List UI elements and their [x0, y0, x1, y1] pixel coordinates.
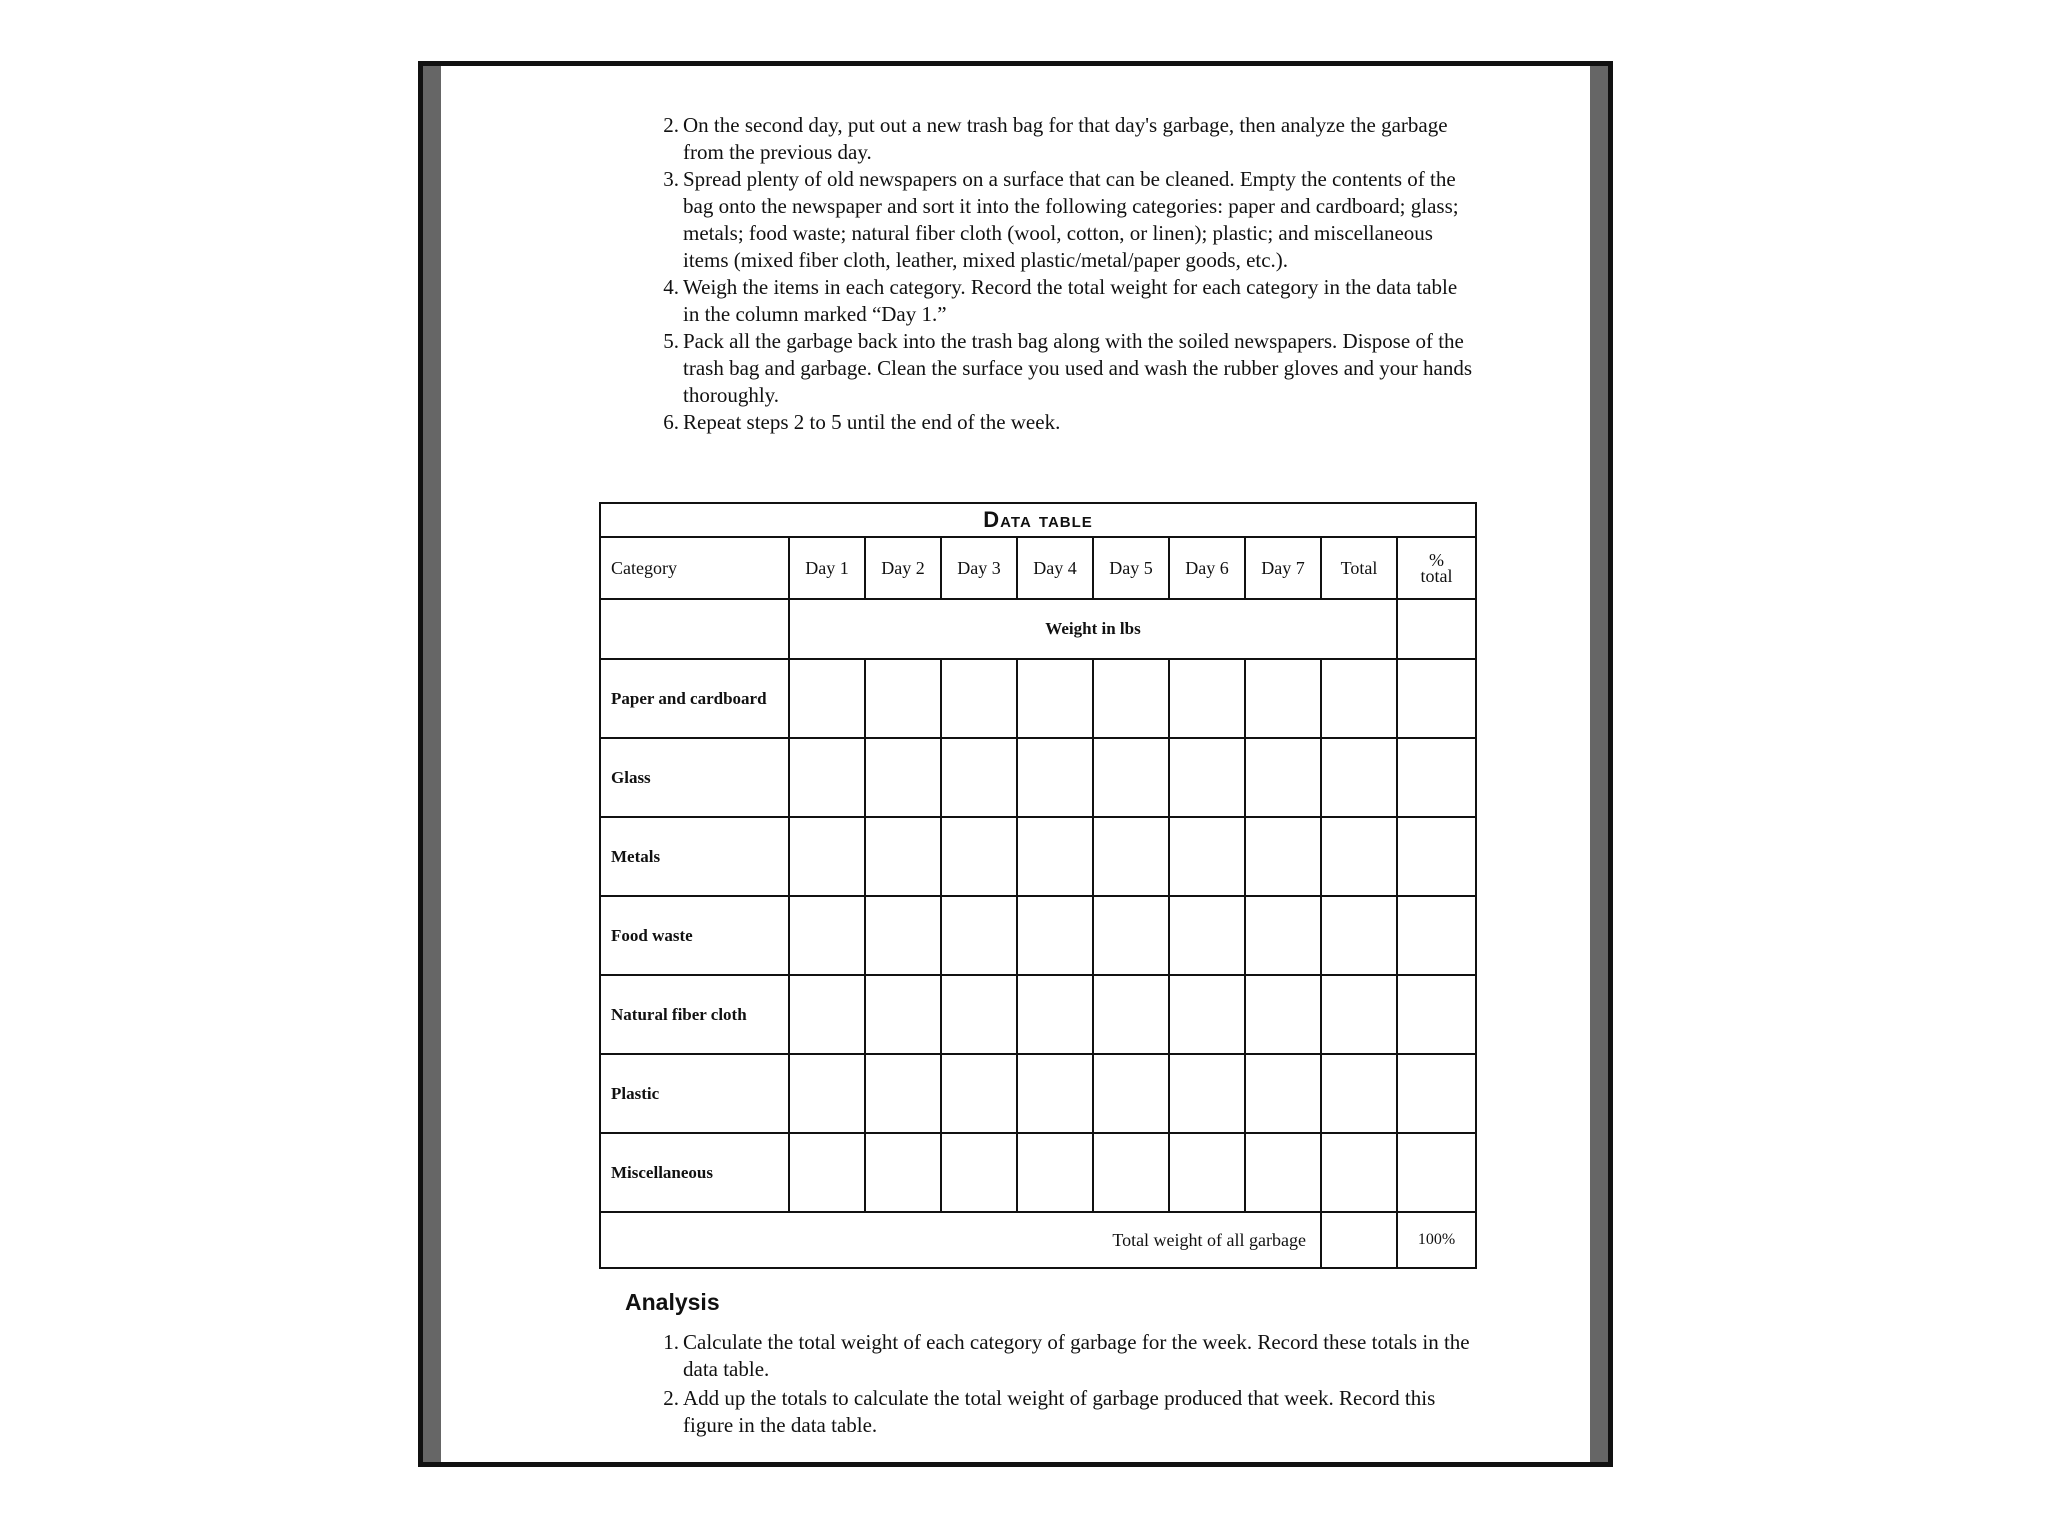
- step-item: 5. Pack all the garbage back into the trash bag along with the soiled newspapers. Dispose of the trash bag and garbage. Clean the surface you used and wash the rubber gloves and your hands thoroughly.: [663, 329, 1472, 407]
- table-row: [600, 738, 1476, 817]
- header-day-6: Day 6: [1169, 537, 1245, 599]
- data-table: [599, 502, 1477, 1269]
- data-cell[interactable]: [1169, 896, 1245, 975]
- step-item: 2. On the second day, put out a new trash bag for that day's garbage, then analyze the garbage from the previous day.: [663, 113, 1448, 164]
- data-cell[interactable]: [789, 975, 865, 1054]
- data-cell[interactable]: [1093, 817, 1169, 896]
- step-item: 4. Weigh the items in each category. Record the total weight for each category in the data table in the column marked “Day 1.”: [663, 275, 1458, 326]
- category-glass: Glass: [600, 738, 789, 817]
- data-cell[interactable]: [1321, 1054, 1397, 1133]
- table-row: [600, 817, 1476, 896]
- weight-units-label: Weight in lbs: [789, 599, 1397, 659]
- data-cell[interactable]: [865, 1054, 941, 1133]
- page-right-border: [1590, 66, 1608, 1462]
- analysis-steps: [653, 1329, 1473, 1441]
- data-cell[interactable]: [1245, 817, 1321, 896]
- data-cell[interactable]: [1093, 1054, 1169, 1133]
- step-item: 6. Repeat steps 2 to 5 until the end of the week.: [663, 410, 1061, 434]
- category-miscellaneous: Miscellaneous: [600, 1133, 789, 1212]
- analysis-heading: Analysis: [625, 1289, 720, 1315]
- data-cell[interactable]: [1245, 1133, 1321, 1212]
- data-cell[interactable]: [941, 817, 1017, 896]
- data-cell[interactable]: [1397, 659, 1476, 738]
- data-cell[interactable]: [1017, 659, 1093, 738]
- data-cell[interactable]: [1245, 738, 1321, 817]
- total-row: [600, 1212, 1476, 1268]
- header-category: Category: [600, 537, 789, 599]
- total-percent: 100%: [1397, 1212, 1476, 1268]
- header-day-3: Day 3: [941, 537, 1017, 599]
- data-cell[interactable]: [1245, 975, 1321, 1054]
- data-cell[interactable]: [1397, 1133, 1476, 1212]
- data-cell[interactable]: [941, 1054, 1017, 1133]
- data-cell[interactable]: [1169, 1054, 1245, 1133]
- header-day-2: Day 2: [865, 537, 941, 599]
- empty-cell: [1397, 599, 1476, 659]
- empty-cell: [600, 599, 789, 659]
- category-plastic: Plastic: [600, 1054, 789, 1133]
- analysis-item: 2. Add up the totals to calculate the total weight of garbage produced that week. Record this figure in the data table.: [663, 1386, 1436, 1437]
- table-row: [600, 659, 1476, 738]
- header-total: Total: [1321, 537, 1397, 599]
- data-cell[interactable]: [1093, 896, 1169, 975]
- data-cell[interactable]: [1397, 896, 1476, 975]
- data-cell[interactable]: [1245, 1054, 1321, 1133]
- header-day-4: Day 4: [1017, 537, 1093, 599]
- total-weight-label: Total weight of all garbage: [600, 1212, 1321, 1268]
- header-day-7: Day 7: [1245, 537, 1321, 599]
- table-row: [600, 1054, 1476, 1133]
- table-title: Data table: [600, 503, 1476, 537]
- data-cell[interactable]: [1017, 738, 1093, 817]
- data-cell[interactable]: [865, 738, 941, 817]
- data-cell[interactable]: [865, 975, 941, 1054]
- data-cell[interactable]: [1321, 975, 1397, 1054]
- data-cell[interactable]: [941, 1133, 1017, 1212]
- data-cell[interactable]: [789, 896, 865, 975]
- step-item: 3. Spread plenty of old newspapers on a surface that can be cleaned. Empty the contents of the bag onto the newspaper and sort it into the following categories: paper and cardboard; glass; metals; food waste; natural fiber cloth (wool, cotton, or linen); plastic; and miscellaneous items (mixed fiber cloth, leather, mixed plastic/metal/paper goods, etc.).: [663, 167, 1459, 272]
- data-cell[interactable]: [1093, 738, 1169, 817]
- procedure-steps: [653, 112, 1473, 436]
- data-cell[interactable]: [1093, 1133, 1169, 1212]
- data-cell[interactable]: [1093, 659, 1169, 738]
- data-cell[interactable]: [1017, 1054, 1093, 1133]
- data-cell[interactable]: [1017, 896, 1093, 975]
- analysis-item: 1. Calculate the total weight of each category of garbage for the week. Record these totals in the data table.: [663, 1330, 1470, 1381]
- data-cell[interactable]: [865, 1133, 941, 1212]
- data-cell[interactable]: [941, 738, 1017, 817]
- data-cell[interactable]: [1169, 975, 1245, 1054]
- data-cell[interactable]: [789, 738, 865, 817]
- data-cell[interactable]: [1397, 975, 1476, 1054]
- data-cell[interactable]: [865, 896, 941, 975]
- data-cell[interactable]: [789, 1133, 865, 1212]
- units-row: [600, 599, 1476, 659]
- data-cell[interactable]: [1169, 1133, 1245, 1212]
- data-cell[interactable]: [1321, 817, 1397, 896]
- category-natural-fiber-cloth: Natural fiber cloth: [600, 975, 789, 1054]
- data-cell[interactable]: [865, 817, 941, 896]
- data-cell[interactable]: [1017, 975, 1093, 1054]
- data-cell[interactable]: [1321, 738, 1397, 817]
- table-row: [600, 1133, 1476, 1212]
- data-cell[interactable]: [1169, 817, 1245, 896]
- page-left-border: [423, 66, 441, 1462]
- data-cell[interactable]: [1017, 817, 1093, 896]
- table-header-row: [600, 537, 1476, 599]
- document-page: [418, 61, 1613, 1467]
- header-day-5: Day 5: [1093, 537, 1169, 599]
- data-cell[interactable]: [865, 659, 941, 738]
- category-food-waste: Food waste: [600, 896, 789, 975]
- category-metals: Metals: [600, 817, 789, 896]
- data-cell[interactable]: [1017, 1133, 1093, 1212]
- data-cell[interactable]: [1245, 659, 1321, 738]
- data-cell[interactable]: [1321, 1133, 1397, 1212]
- header-percent-total: % total: [1397, 537, 1476, 599]
- data-cell[interactable]: [1397, 738, 1476, 817]
- total-weight-cell[interactable]: [1321, 1212, 1397, 1268]
- data-cell[interactable]: [1397, 817, 1476, 896]
- data-cell[interactable]: [1169, 659, 1245, 738]
- data-cell[interactable]: [1321, 659, 1397, 738]
- category-paper-and-cardboard: Paper and cardboard: [600, 659, 789, 738]
- data-cell[interactable]: [1245, 896, 1321, 975]
- data-cell[interactable]: [941, 975, 1017, 1054]
- table-row: [600, 896, 1476, 975]
- data-cell[interactable]: [941, 659, 1017, 738]
- data-cell[interactable]: [789, 1054, 865, 1133]
- data-cell[interactable]: [941, 896, 1017, 975]
- header-day-1: Day 1: [789, 537, 865, 599]
- data-cell[interactable]: [1093, 975, 1169, 1054]
- data-cell[interactable]: [789, 817, 865, 896]
- data-cell[interactable]: [789, 659, 865, 738]
- table-row: [600, 975, 1476, 1054]
- data-cell[interactable]: [1169, 738, 1245, 817]
- data-cell[interactable]: [1321, 896, 1397, 975]
- data-cell[interactable]: [1397, 1054, 1476, 1133]
